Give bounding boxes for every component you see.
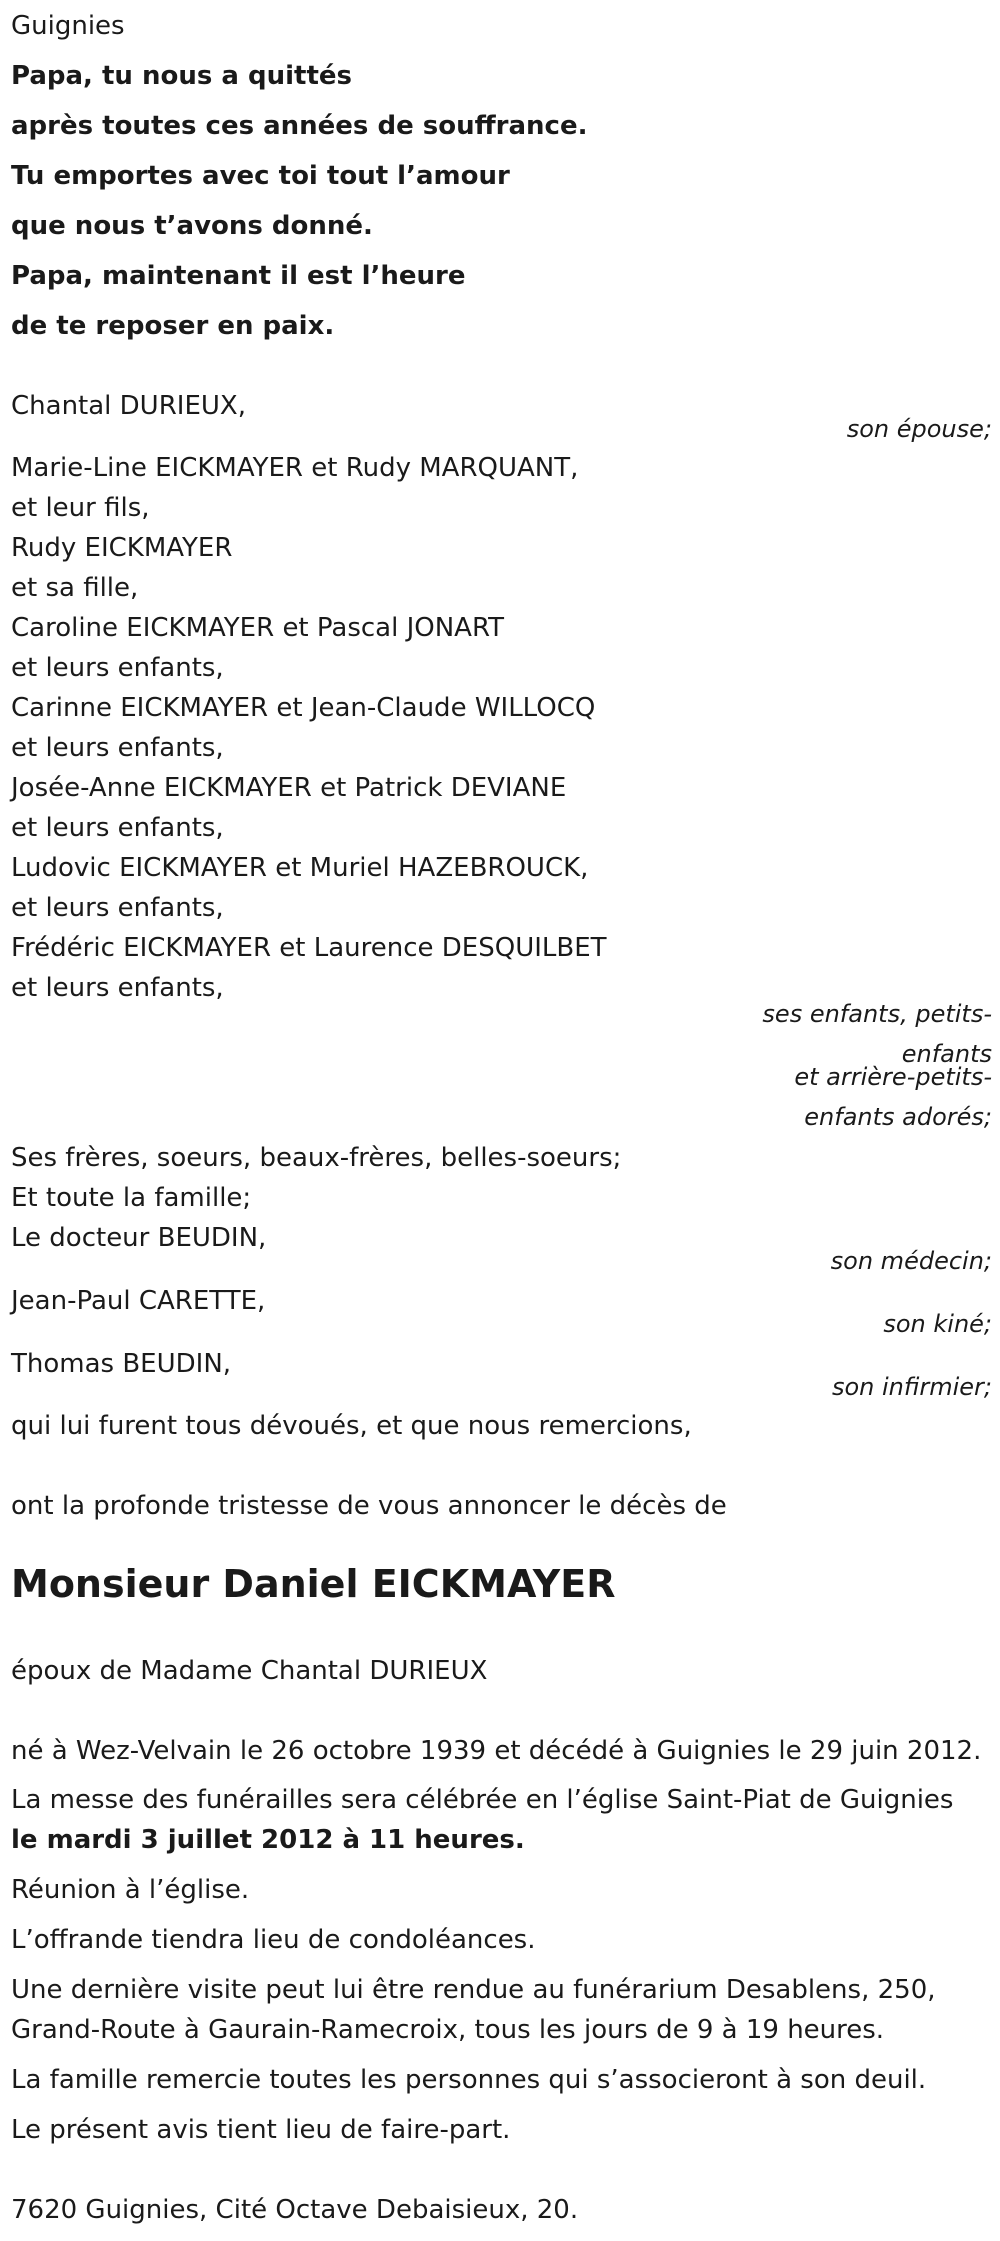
devotion-line: qui lui furent tous dévoués, et que nous remercions,	[11, 1411, 692, 1441]
children-role: et arrière-petits-	[794, 1063, 992, 1091]
child-line: Ludovic EICKMAYER et Muriel HAZEBROUCK,	[11, 853, 589, 883]
announcement-line: ont la profonde tristesse de vous annoncer le décès de	[11, 1491, 727, 1521]
deceased-name: Monsieur Daniel EICKMAYER	[11, 1562, 616, 1606]
spouse-line: époux de Madame Chantal DURIEUX	[11, 1656, 488, 1686]
family-line: Et toute la famille;	[11, 1183, 252, 1213]
child-line: Rudy EICKMAYER	[11, 533, 233, 563]
child-line: et leur fils,	[11, 493, 150, 523]
child-line: et leurs enfants,	[11, 653, 224, 683]
notice-line: Le présent avis tient lieu de faire-part.	[11, 2115, 511, 2145]
poem-line: Tu emportes avec toi tout l’amour	[11, 161, 510, 191]
poem-line: que nous t’avons donné.	[11, 211, 373, 241]
address: 7620 Guignies, Cité Octave Debaisieux, 20.	[11, 2195, 579, 2225]
family-line: Ses frères, soeurs, beaux-frères, belles-soeurs;	[11, 1143, 622, 1173]
funeral-mass: La messe des funérailles sera célébrée en l’église Saint-Piat de Guignies	[11, 1785, 954, 1815]
child-line: Carinne EICKMAYER et Jean-Claude WILLOCQ	[11, 693, 596, 723]
caregiver-name: Jean-Paul CARETTE,	[11, 1286, 266, 1316]
location-header: Guignies	[11, 11, 125, 41]
thanks-line: La famille remercie toutes les personnes qui s’associeront à son deuil.	[11, 2065, 927, 2095]
offering-line: L’offrande tiendra lieu de condoléances.	[11, 1925, 536, 1955]
children-role: enfants adorés;	[804, 1103, 992, 1131]
children-role: ses enfants, petits-	[762, 1000, 992, 1028]
caregiver-name: Le docteur BEUDIN,	[11, 1223, 267, 1253]
child-line: Frédéric EICKMAYER et Laurence DESQUILBET	[11, 933, 607, 963]
child-line: et leurs enfants,	[11, 813, 224, 843]
child-line: et leurs enfants,	[11, 973, 224, 1003]
child-line: Marie-Line EICKMAYER et Rudy MARQUANT,	[11, 453, 579, 483]
visit-line: Une dernière visite peut lui être rendue au funérarium Desablens, 250,	[11, 1975, 936, 2005]
poem-line: après toutes ces années de souffrance.	[11, 111, 588, 141]
child-line: Caroline EICKMAYER et Pascal JONART	[11, 613, 505, 643]
caregiver-role: son infirmier;	[831, 1373, 992, 1401]
funeral-datetime: le mardi 3 juillet 2012 à 11 heures.	[11, 1825, 525, 1855]
spouse-role: son épouse;	[846, 415, 992, 443]
child-line: Josée-Anne EICKMAYER et Patrick DEVIANE	[11, 773, 567, 803]
child-line: et leurs enfants,	[11, 733, 224, 763]
child-line: et sa fille,	[11, 573, 139, 603]
poem-line: Papa, tu nous a quittés	[11, 61, 352, 91]
spouse-name: Chantal DURIEUX,	[11, 391, 246, 421]
child-line: et leurs enfants,	[11, 893, 224, 923]
caregiver-role: son médecin;	[830, 1247, 992, 1275]
children-role: enfants	[901, 1040, 992, 1068]
visit-line: Grand-Route à Gaurain-Ramecroix, tous les jours de 9 à 19 heures.	[11, 2015, 885, 2045]
poem-line: Papa, maintenant il est l’heure	[11, 261, 466, 291]
poem-line: de te reposer en paix.	[11, 311, 335, 341]
birth-death: né à Wez-Velvain le 26 octobre 1939 et décédé à Guignies le 29 juin 2012.	[11, 1736, 982, 1766]
caregiver-role: son kiné;	[883, 1310, 992, 1338]
caregiver-name: Thomas BEUDIN,	[11, 1349, 232, 1379]
meeting-line: Réunion à l’église.	[11, 1875, 250, 1905]
